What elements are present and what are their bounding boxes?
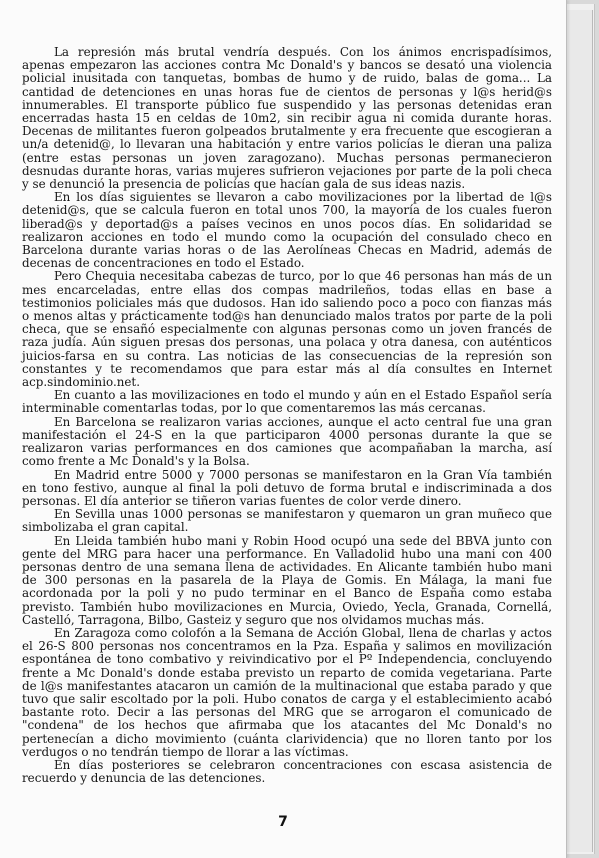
article-body bbox=[22, 46, 552, 785]
paragraph: En Lleida también hubo mani y Robin Hood ocupó una sede del BBVA junto con gente del MRG para hacer una performance. En Valladolid hubo una mani con 400 personas dentro de una semana llena de actividades. En Alicante también hubo mani de 300 personas en la pasarela de la Playa de Gomis. En Málaga, la mani fue acordonada por la poli y no pudo terminar en el Banco de España como estaba previsto. También hubo movilizaciones en Murcia, Oviedo, Yecla, Granada, Cornellá, Castelló, Tarragona, Bilbo, Gasteiz y seguro que nos olvidamos muchas más. bbox=[22, 533, 552, 627]
paragraph: En Sevilla unas 1000 personas se manifestaron y quemaron un gran muñeco que simbolizaba el gran capital. bbox=[22, 507, 552, 535]
paragraph: En cuanto a las movilizaciones en todo el mundo y aún en el Estado Español sería interminable comentarlas todas, por lo que comentaremos las más cercanas. bbox=[22, 388, 552, 416]
page-number: 7 bbox=[278, 814, 288, 830]
paragraph: La represión más brutal vendría después. Con los ánimos encrispadísimos, apenas empezaron las acciones contra Mc Donald's y bancos se desató una violencia policial inusitada con tanquetas, bombas de humo y de ruido, balas de goma... La cantidad de detenciones en unas horas fue de cientos de personas y l@s herid@s innumerables. El transporte público fue suspendido y las personas detenidas eran encerradas hasta 15 en celdas de 10m2, sin recibir agua ni comida durante horas. Decenas de militantes fueron golpeados brutalmente y era frecuente que escogieran a un/a detenid@, lo llevaran una habitación y entre varios policías le dieran una paliza (entre estas personas un joven zaragozano). Muchas personas permanecieron desnudas durante horas, varias mujeres sufrieron vejaciones por parte de la poli checa y se denunció la presencia de policías que hacían gala de sus ideas nazis. bbox=[22, 45, 552, 192]
paragraph: En Barcelona se realizaron varias acciones, aunque el acto central fue una gran manifestación el 24-S en la que participaron 4000 personas durante la que se realizaron varias performances en dos camiones que acompañaban la marcha, así como frente a Mc Donald's y la Bolsa. bbox=[22, 414, 552, 469]
paragraph: Pero Chequia necesitaba cabezas de turco, por lo que 46 personas han más de un mes encarceladas, entre ellas dos compas madrileños, todas ellas en base a testimonios policiales más que dudosos. Han ido saliendo poco a poco con fianzas más o menos altas y prácticamente tod@s han denunciado malos tratos por parte de la poli checa, que se ensañó especialmente con algunas personas como un joven francés de raza judía. Aún siguen presas dos personas, una polaca y otra danesa, con auténticos juicios-farsa en su contra. Las noticias de las consecuencias de la represión son constantes y te recomendamos que para estar más al día consultes en Internet acp.sindominio.net. bbox=[22, 269, 552, 390]
paragraph: En Madrid entre 5000 y 7000 personas se manifestaron en la Gran Vía también en tono festivo, aunque al final la poli detuvo de forma brutal e indiscriminada a dos personas. El día anterior se tiñeron varias fuentes de color verde dinero. bbox=[22, 467, 552, 508]
paragraph: En días posteriores se celebraron concentraciones con escasa asistencia de recuerdo y denuncia de las detenciones. bbox=[22, 757, 552, 786]
paragraph: En Zaragoza como colofón a la Semana de Acción Global, llena de charlas y actos el 26-S 800 personas nos concentramos en la Pza. España y salimos en movilización espontánea de tono combativo y reivindicativo por el Pº Independencia, concluyendo frente a Mc Donald's donde estaba previsto un reparto de comida vegetariana. Parte de l@s manifestantes atacaron un camión de la multinacional que estaba parado y que tuvo que salir escoltado por la poli. Hubo conatos de carga y el establecimiento acabó bastante roto. Decir a las personas del MRG que se arrogaron el comunicado de "condena" de los hechos que afirmaba que los atacantes del Mc Donald's no pertenecían a dicho movimiento (cuánta clarividencia) que no lloren tanto por los verdugos o no tendrán tiempo de llorar a las víctimas. bbox=[22, 625, 552, 759]
paragraph: En los días siguientes se llevaron a cabo movilizaciones por la libertad de l@s detenid@s, que se calcula fueron en total unos 700, la mayoría de los cuales fueron liberad@s y deportad@s a países vecinos en unos pocos días. En solidaridad se realizaron acciones en todo el mundo como la ocupación del consulado checo en Barcelona durante varias horas o de las Aerolíneas Checas en Madrid, además de decenas de concentraciones en todo el Estado. bbox=[22, 190, 552, 271]
